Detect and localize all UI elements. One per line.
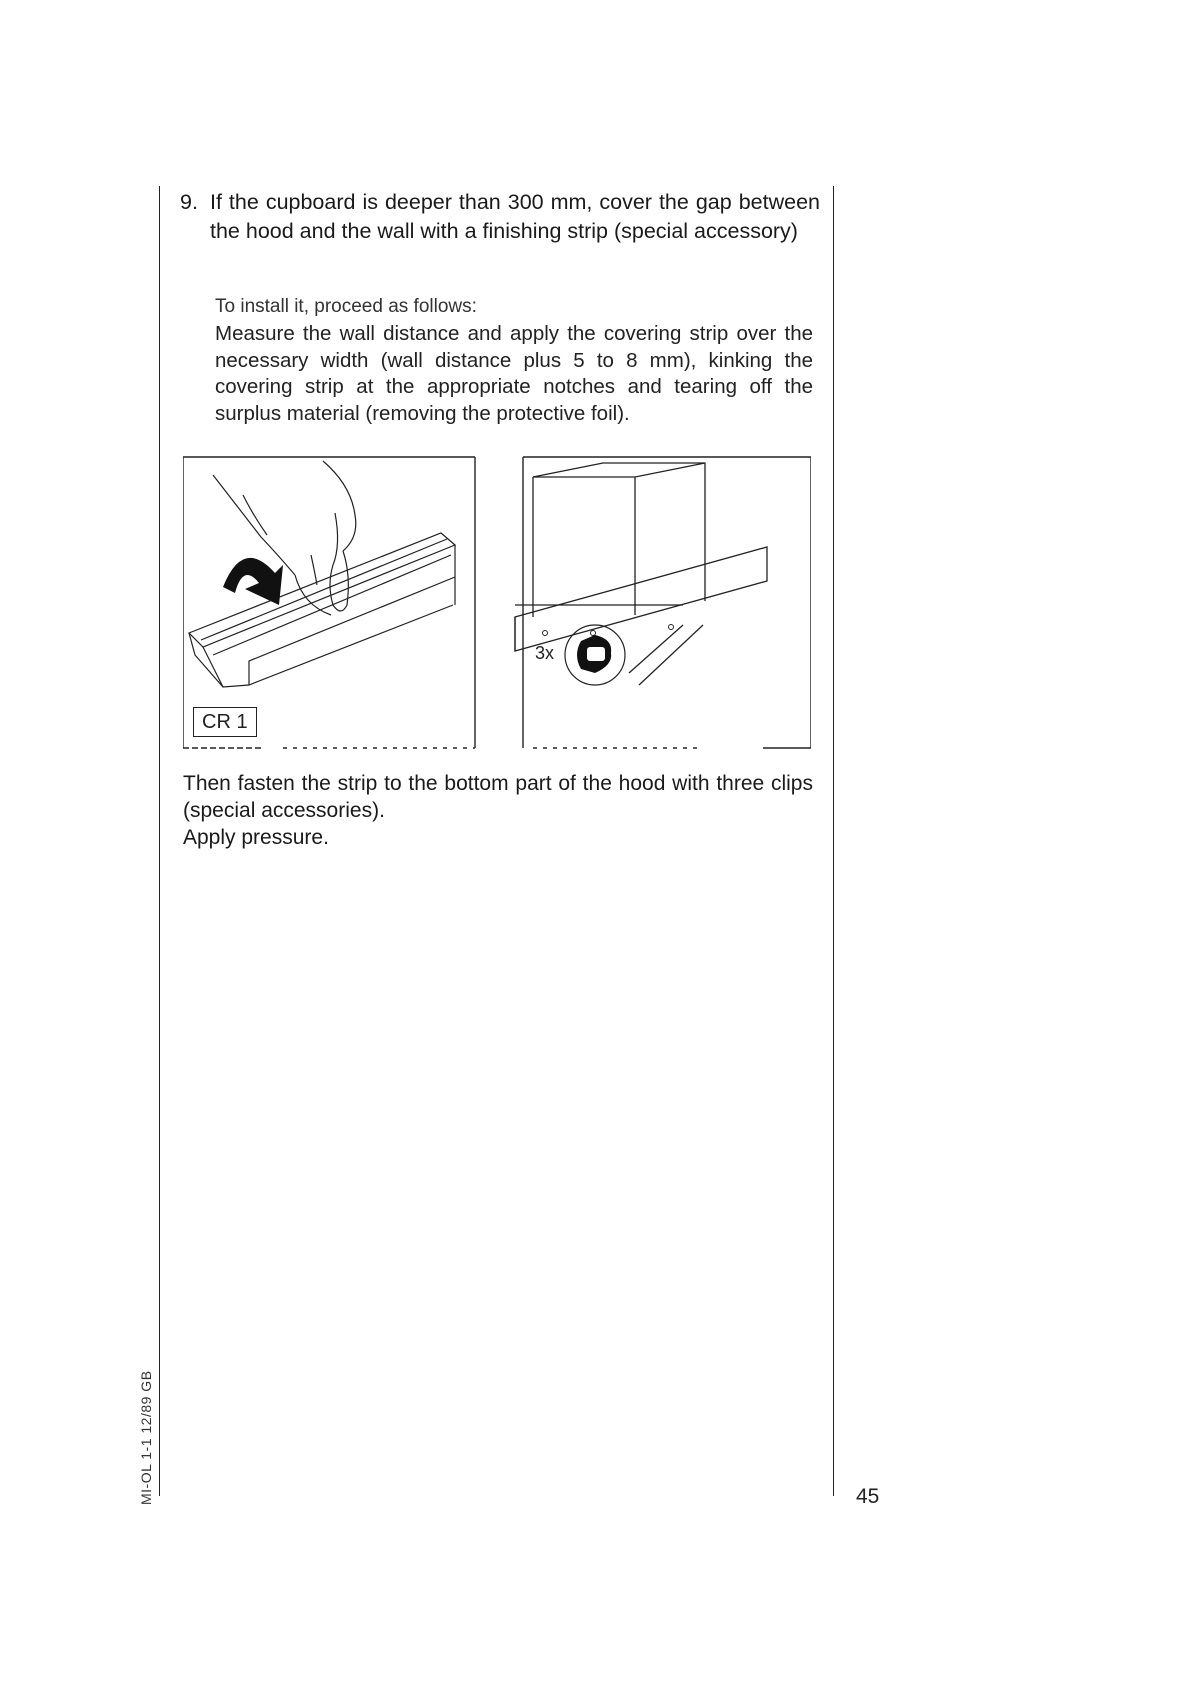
fastening-instruction: Then fasten the strip to the bottom part of the hood with three clips (special accessories). xyxy=(183,772,813,822)
figure-cr1 xyxy=(183,455,811,755)
document-code: MI-OL 1-1 12/89 GB xyxy=(138,1370,154,1505)
install-intro: To install it, proceed as follows: xyxy=(215,296,477,317)
right-margin-rule xyxy=(833,186,834,1496)
page-number: 45 xyxy=(856,1485,880,1508)
left-margin-rule xyxy=(159,186,160,1496)
step-text: If the cupboard is deeper than 300 mm, cover the gap between the hood and the wall with a finishing strip (special accessory) xyxy=(210,190,820,243)
clip-count-label: 3x xyxy=(535,643,555,663)
step-number: 9. xyxy=(180,190,198,214)
install-instructions: Measure the wall distance and apply the covering strip over the necessary width (wall distance plus 5 to 8 mm), kinking the covering strip at the appropriate notches and tearing off the surplus material (removing the protective foil). xyxy=(215,322,813,425)
pressure-instruction: Apply pressure. xyxy=(183,826,329,849)
figure-illustration xyxy=(183,455,811,755)
figure-label: CR 1 xyxy=(193,707,257,737)
